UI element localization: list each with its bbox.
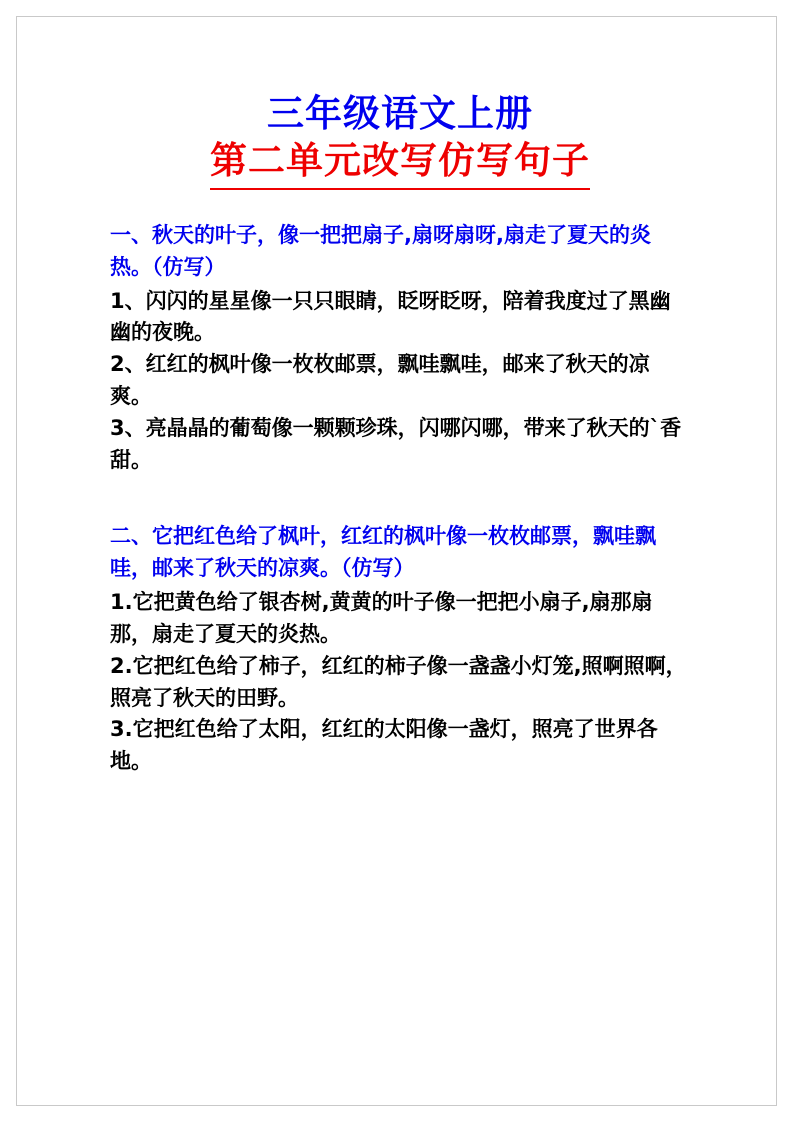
section-two-item-2: 2.它把红色给了柿子，红红的柿子像一盏盏小灯笼,照啊照啊，照亮了秋天的田野。 — [110, 653, 687, 710]
section-divider-space — [110, 503, 690, 521]
section-two-item-1: 1.它把黄色给了银杏树,黄黄的叶子像一把把小扇子,扇那扇那，扇走了夏天的炎热。 — [110, 589, 653, 646]
document-content — [110, 90, 690, 804]
section-one-item-1: 1、闪闪的星星像一只只眼睛，眨呀眨呀，陪着我度过了黑幽幽的夜晚。 — [110, 288, 671, 345]
page-title-primary: 三年级语文上册 — [267, 92, 533, 135]
section-one-item-2: 2、红红的枫叶像一枚枚邮票，飘哇飘哇，邮来了秋天的凉爽。 — [110, 352, 650, 409]
page-title-secondary-wrap — [210, 137, 590, 189]
title-underline — [210, 188, 590, 190]
section-two-item-3: 3.它把红色给了太阳，红红的太阳像一盏灯，照亮了世界各地。 — [110, 717, 658, 774]
page-title-secondary: 第二单元改写仿写句子 — [210, 139, 590, 183]
section-one — [110, 220, 690, 477]
document-title-block — [110, 90, 690, 190]
section-one-heading: 一、秋天的叶子，像一把把扇子,扇呀扇呀,扇走了夏天的炎热。（仿写） — [110, 222, 651, 279]
section-two — [110, 521, 690, 778]
section-two-heading: 二、它把红色给了枫叶，红红的枫叶像一枚枚邮票，飘哇飘哇，邮来了秋天的凉爽。（仿写） — [110, 523, 656, 580]
section-one-item-3: 3、亮晶晶的葡萄像一颗颗珍珠，闪哪闪哪，带来了秋天的`香甜。 — [110, 416, 682, 473]
